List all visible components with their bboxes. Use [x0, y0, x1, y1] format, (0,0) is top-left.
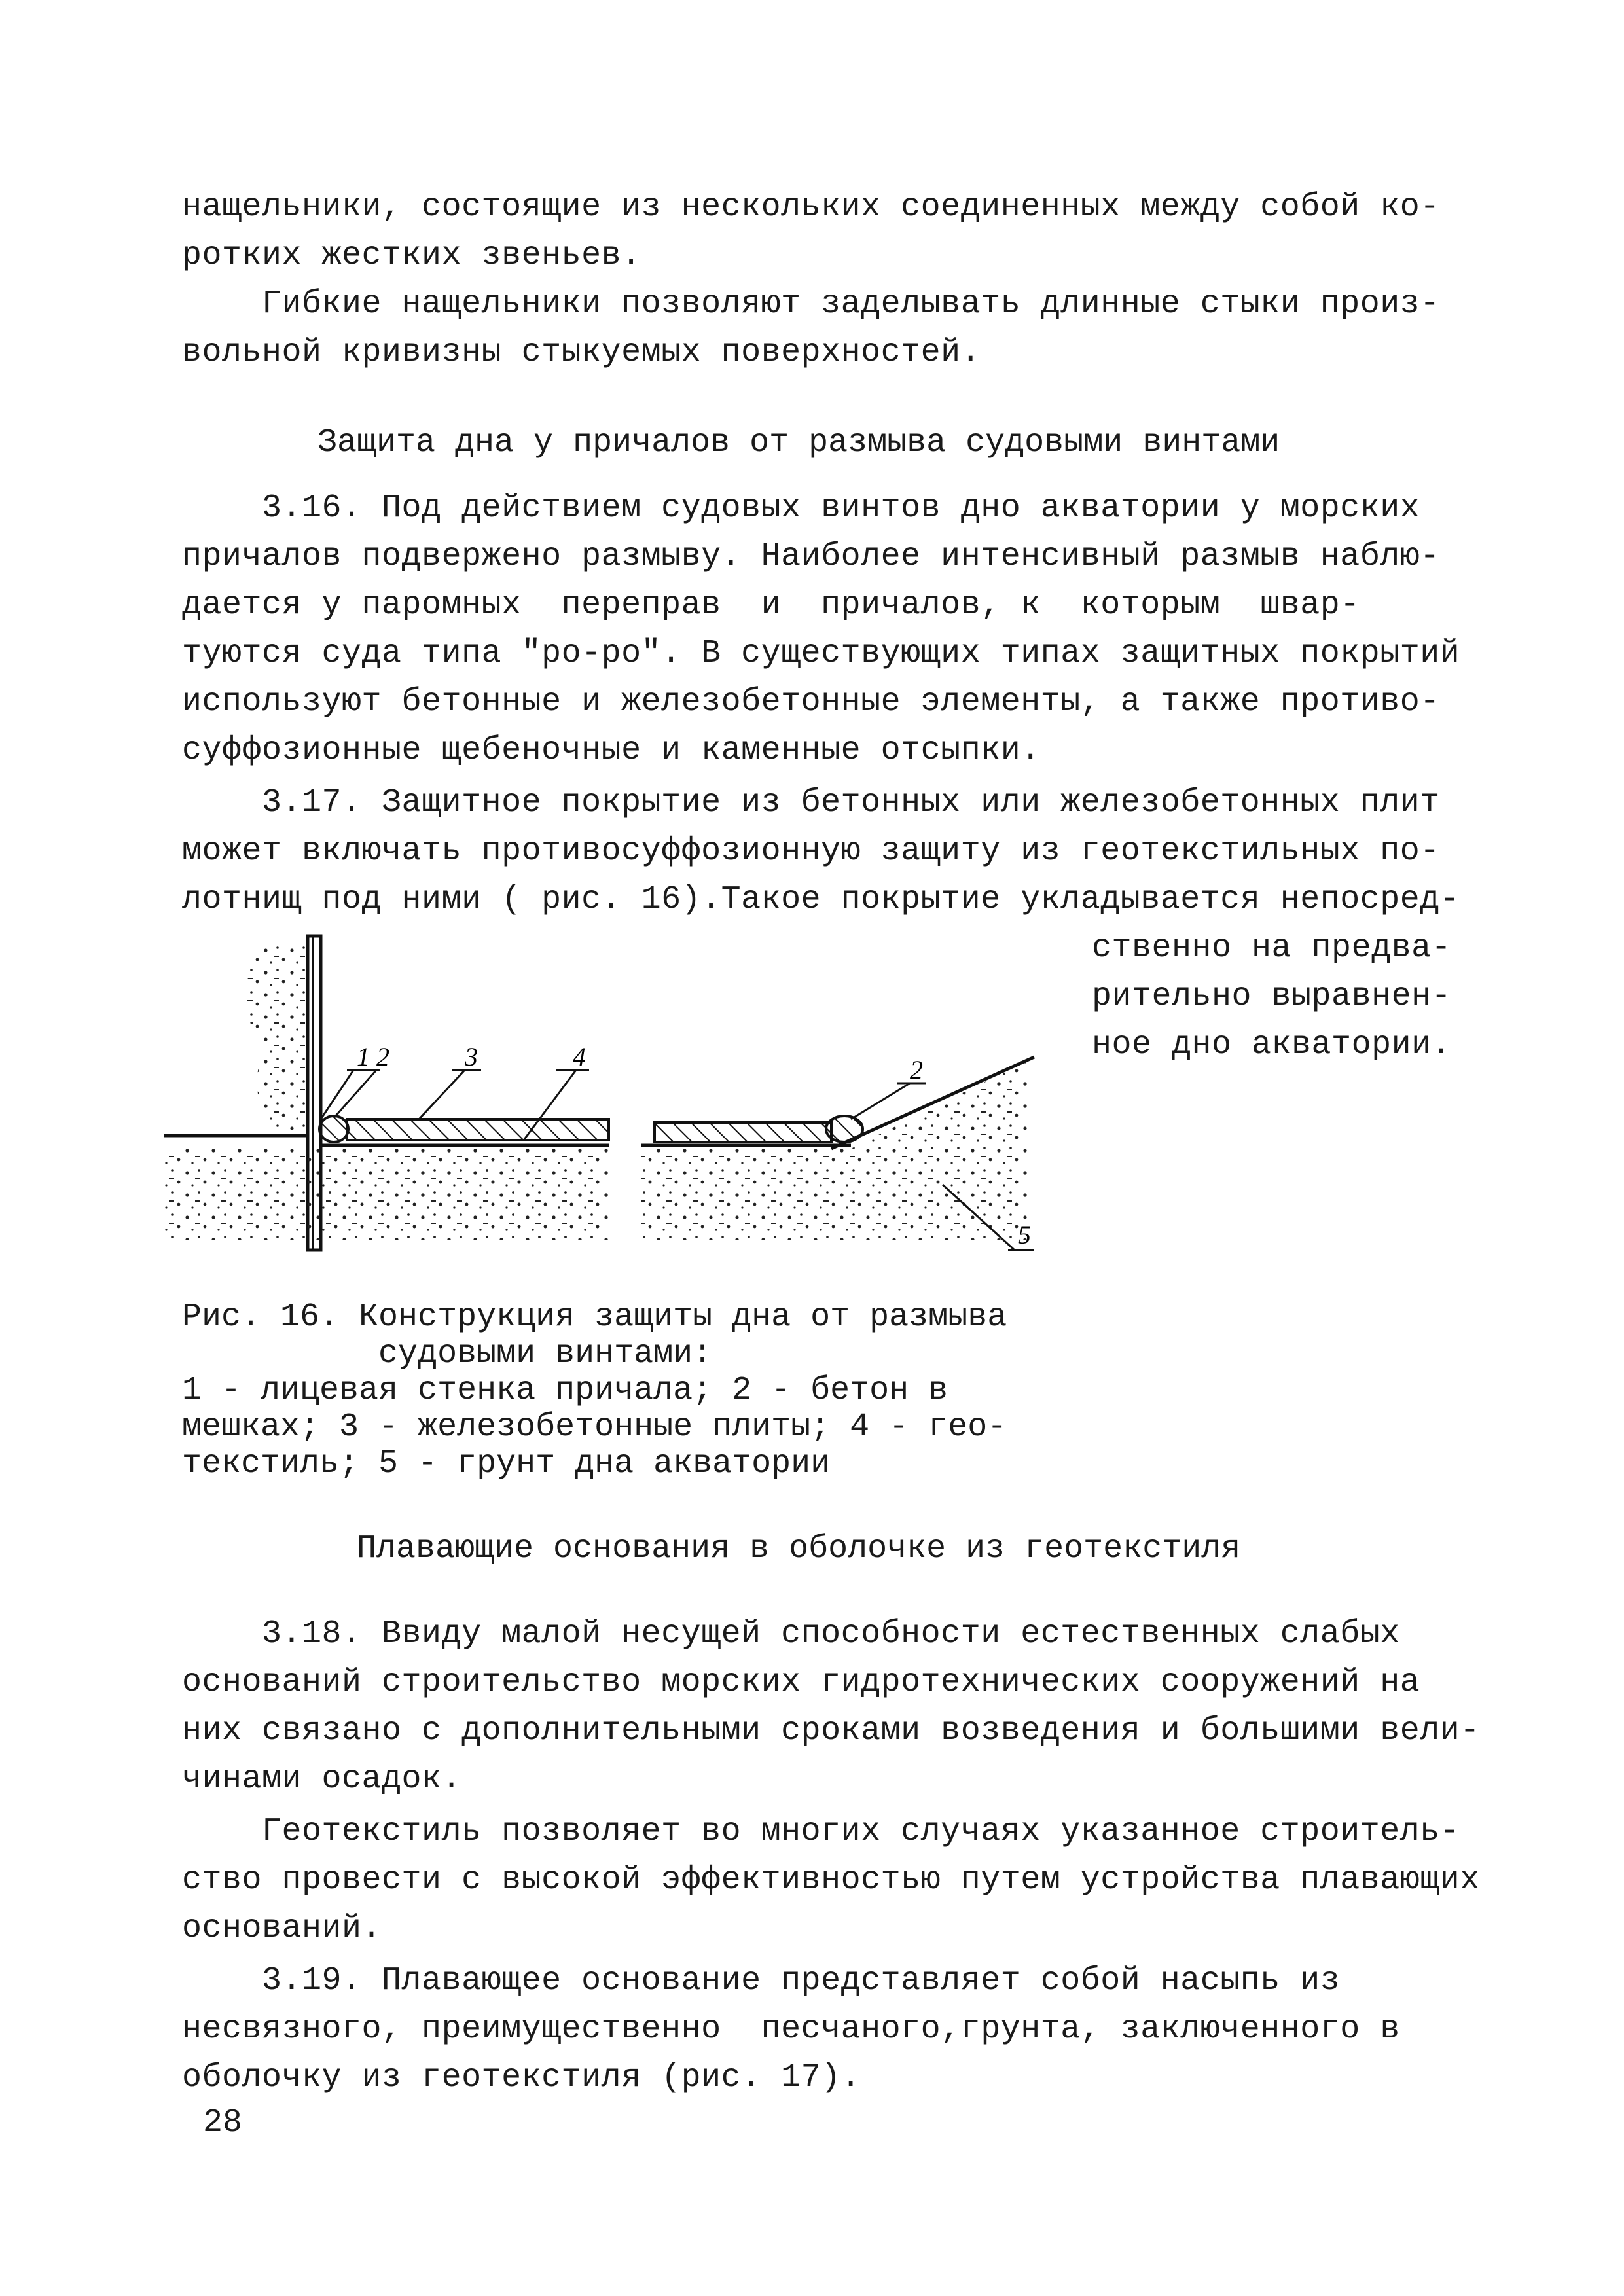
- figure-label: 1: [357, 1042, 370, 1071]
- text-line: них связано с дополнительными сроками возведения и большими вели-: [182, 1712, 1480, 1749]
- text-line: ное дно акватории.: [1092, 1026, 1452, 1064]
- concrete-bag: [319, 1116, 348, 1142]
- text-line: Гибкие нащельники позволяют заделывать длинные стыки произ-: [182, 285, 1440, 323]
- text-line: лотнищ под ними ( рис. 16).Такое покрытие укладывается непосред-: [182, 881, 1460, 918]
- text-line: ство провести с высокой эффективностью путем устройства плавающих: [182, 1861, 1480, 1899]
- text-line: вольной кривизны стыкуемых поверхностей.: [182, 334, 981, 371]
- text-line: рительно выравнен-: [1092, 978, 1452, 1015]
- text-line: несвязного, преимущественно песчаного,грунта, заключенного в: [182, 2011, 1400, 2048]
- backfill-soil: [247, 942, 308, 1132]
- text-line: используют бетонные и железобетонные элементы, а также противо-: [182, 683, 1440, 721]
- text-line: оснований.: [182, 1910, 382, 1947]
- caption-line: 1 - лицевая стенка причала; 2 - бетон в: [182, 1372, 948, 1409]
- caption-line: судовыми винтами:: [182, 1335, 713, 1372]
- caption-line: мешках; 3 - железобетонные плиты; 4 - гео-: [182, 1408, 1007, 1446]
- figure-label: 2: [910, 1055, 923, 1085]
- text-line: причалов подвержено размыву. Наиболее интенсивный размыв наблю-: [182, 538, 1440, 575]
- concrete-bag: [826, 1116, 863, 1142]
- text-line: оснований строительство морских гидротехнических сооружений на: [182, 1664, 1420, 1701]
- section-heading: Защита дна у причалов от размыва судовыми винтами: [317, 424, 1280, 461]
- figure-label: 4: [573, 1042, 586, 1071]
- text-line: 3.17. Защитное покрытие из бетонных или железобетонных плит: [182, 784, 1440, 821]
- concrete-slabs: [347, 1119, 609, 1140]
- text-line: ственно на предва-: [1092, 929, 1452, 967]
- page-number: 28: [203, 2104, 243, 2142]
- text-line: 3.18. Ввиду малой несущей способности естественных слабых: [182, 1615, 1400, 1653]
- text-line: 3.19. Плавающее основание представляет собой насыпь из: [182, 1962, 1341, 2000]
- text-line: туются суда типа "ро-ро". В существующих типах защитных покрытий: [182, 635, 1460, 672]
- text-line: Геотекстиль позволяет во многих случаях указанное строитель-: [182, 1813, 1460, 1850]
- caption-line: Рис. 16. Конструкция защиты дна от размыва: [182, 1299, 1007, 1336]
- left-diagram: [164, 936, 609, 1250]
- text-line: 3.16. Под действием судовых винтов дно акватории у морских: [182, 490, 1420, 527]
- right-diagram: [641, 1057, 1034, 1250]
- figure-label: 5: [1018, 1220, 1031, 1249]
- text-line: чинами осадок.: [182, 1761, 462, 1798]
- figure-label: 2: [376, 1042, 389, 1071]
- bottom-soil: [321, 1149, 609, 1240]
- text-line: оболочку из геотекстиля (рис. 17).: [182, 2059, 861, 2096]
- figure-label: 3: [465, 1042, 478, 1071]
- section-heading: Плавающие основания в оболочке из геотекстиля: [357, 1530, 1241, 1568]
- figure-16-drawing: [157, 923, 1060, 1263]
- concrete-slabs: [655, 1122, 831, 1142]
- text-line: нащельники, состоящие из нескольких соединенных между собой ко-: [182, 188, 1440, 226]
- text-line: дается у паромных переправ и причалов, к которым швар-: [182, 586, 1360, 624]
- caption-line: текстиль; 5 - грунт дна акватории: [182, 1445, 831, 1482]
- text-line: может включать противосуффозионную защиту из геотекстильных по-: [182, 833, 1440, 870]
- text-line: ротких жестких звеньев.: [182, 237, 641, 274]
- text-line: суффозионные щебеночные и каменные отсыпки.: [182, 732, 1041, 769]
